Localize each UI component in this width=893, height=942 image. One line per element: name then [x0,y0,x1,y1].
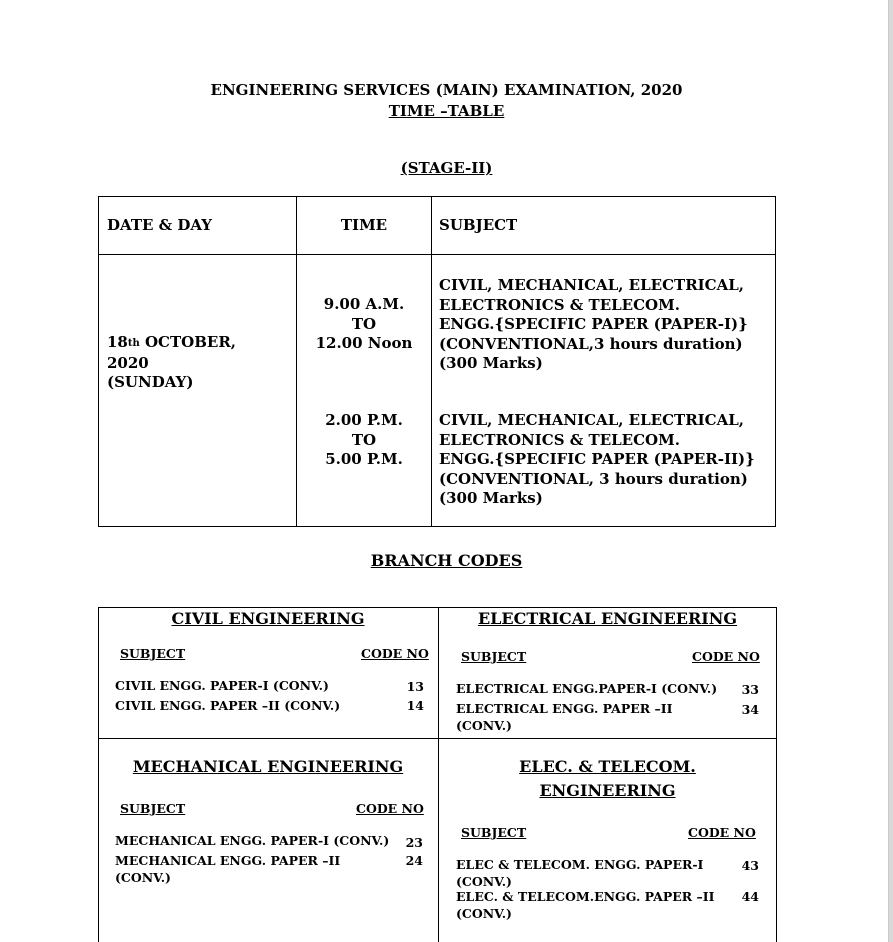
electrical-code-header: CODE NO [692,649,760,664]
etc-row-1-subject-line-1: ELEC & TELECOM. ENGG. PAPER-I [456,857,704,872]
electrical-row-2-subject-line-2: (CONV.) [456,718,512,733]
civil-code-header: CODE NO [361,646,429,661]
etc-code-header: CODE NO [688,825,756,840]
etc-row-2-subject [456,888,714,922]
session-2-subject [439,411,755,509]
electrical-row-2-subject [456,700,672,734]
session-1-subject-line: (300 Marks) [439,354,543,372]
civil-subject-header: SUBJECT [120,646,186,661]
session-2-subject-line: CIVIL, MECHANICAL, ELECTRICAL, [439,411,745,429]
date-line-1 [107,333,236,354]
timetable [98,196,776,527]
electrical-subject-header: SUBJECT [461,649,527,664]
session-1-start: 9.00 A.M. [323,295,405,313]
electrical-row-2-code: 34 [741,702,759,717]
session-2-end: 5.00 P.M. [325,450,403,468]
etc-row-1-subject-line-2: (CONV.) [456,874,512,889]
session-1-to: TO [351,314,377,333]
electrical-engineering-title: ELECTRICAL ENGINEERING [477,609,738,628]
column-header-time: TIME [340,216,388,234]
session-2-subject-line: ELECTRONICS & TELECOM. [439,430,680,449]
etc-engineering-title [439,755,776,803]
etc-row-2-subject-line-1: ELEC. & TELECOM.ENGG. PAPER –II [456,889,715,904]
electrical-row-1-subject: ELECTRICAL ENGG.PAPER-I (CONV.) [456,681,718,696]
exam-date [107,333,236,393]
column-header-date: DATE & DAY [107,216,213,234]
etc-subject-header: SUBJECT [461,825,527,840]
civil-engineering-title: CIVIL ENGINEERING [171,609,365,628]
civil-row-1-code: 13 [406,679,424,694]
time-table-heading: TIME –TABLE [388,102,505,120]
mechanical-code-header: CODE NO [356,801,424,816]
etc-row-2-code: 44 [741,889,759,904]
civil-row-2-code: 14 [406,698,424,713]
etc-row-2-subject-line-2: (CONV.) [456,906,512,921]
grid-border-right [776,607,777,942]
etc-title-line-2: ENGINEERING [539,781,676,800]
column-header-subject: SUBJECT [439,216,518,234]
session-1-subject [439,276,748,374]
document-subtitle [0,102,893,120]
session-1-subject-line: ENGG.{SPECIFIC PAPER (PAPER-I)} [439,315,748,333]
table-border-bottom [98,526,776,527]
branch-codes-title: BRANCH CODES [370,551,523,570]
mechanical-row-1-subject: MECHANICAL ENGG. PAPER-I (CONV.) [115,833,390,848]
table-header-divider [98,254,776,255]
session-1-end: 12.00 Noon [315,334,413,352]
stage-heading [0,159,893,177]
etc-row-1-subject [456,856,703,890]
table-col-divider-2 [431,196,432,527]
table-border-top [98,196,776,197]
date-suffix: th [127,338,140,349]
session-1-subject-line: CIVIL, MECHANICAL, ELECTRICAL, [439,276,745,294]
etc-row-1-code: 43 [741,858,759,873]
session-1-subject-line: (CONVENTIONAL,3 hours duration) [439,334,743,353]
mechanical-row-2-subject-line-2: (CONV.) [115,870,171,885]
civil-row-1-subject: CIVIL ENGG. PAPER-I (CONV.) [115,678,329,693]
session-2-start: 2.00 P.M. [325,411,403,429]
session-1-time [297,295,431,354]
mechanical-engineering-title: MECHANICAL ENGINEERING [132,757,404,776]
table-border-left [98,196,99,527]
mechanical-row-2-code: 24 [405,853,423,868]
session-2-subject-line: (CONVENTIONAL, 3 hours duration) [439,469,748,488]
mechanical-subject-header: SUBJECT [120,801,186,816]
date-month: OCTOBER, [139,333,237,351]
branch-codes-table [98,607,777,942]
mechanical-row-2-subject-line-1: MECHANICAL ENGG. PAPER –II [115,853,341,868]
session-2-subject-line: ENGG.{SPECIFIC PAPER (PAPER-II)} [439,450,755,468]
date-line-2: 2020 [107,353,149,372]
session-2-to: TO [351,430,377,449]
mechanical-row-1-code: 23 [405,835,423,850]
session-2-time [297,411,431,470]
date-line-3: (SUNDAY) [107,373,194,391]
civil-row-2-subject: CIVIL ENGG. PAPER –II (CONV.) [115,698,341,713]
etc-title-line-1: ELEC. & TELECOM. [519,757,696,776]
electrical-row-2-subject-line-1: ELECTRICAL ENGG. PAPER –II [456,701,673,716]
date-day-number: 18 [107,333,128,351]
electrical-row-1-code: 33 [741,682,759,697]
mechanical-row-2-subject [115,852,340,886]
document-title: ENGINEERING SERVICES (MAIN) EXAMINATION, 2020 [210,81,683,99]
session-2-subject-line: (300 Marks) [439,489,543,507]
branch-codes-heading [0,551,893,570]
table-border-right [775,196,776,527]
session-1-subject-line: ELECTRONICS & TELECOM. [439,295,680,314]
stage-label: (STAGE-II) [400,159,493,177]
table-col-divider-1 [296,196,297,527]
